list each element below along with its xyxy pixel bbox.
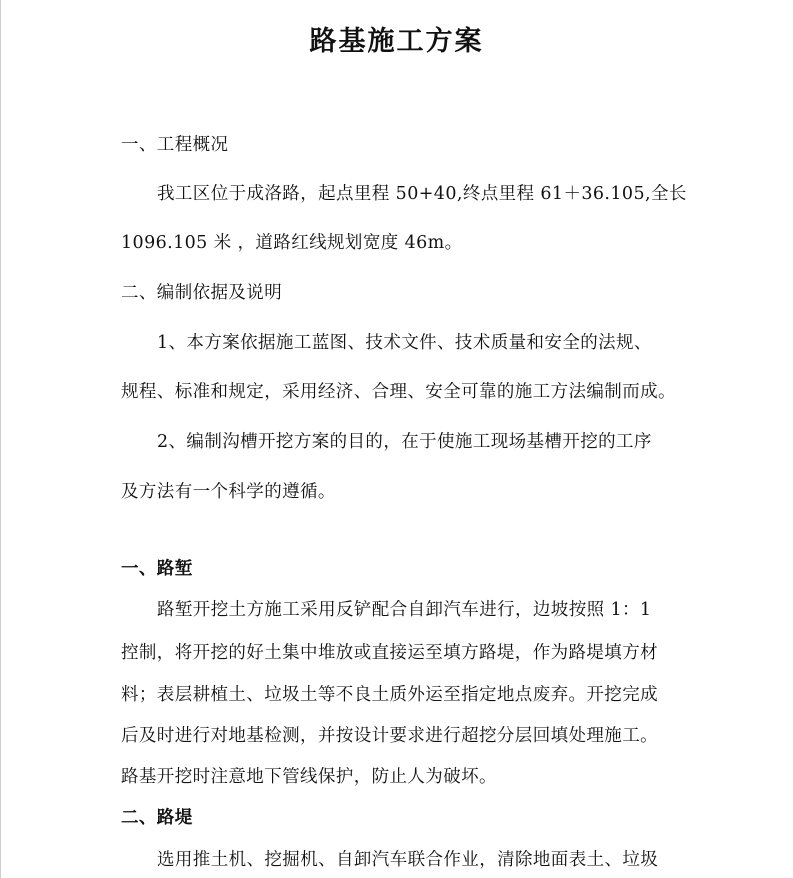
paragraph-line: 我工区位于成洛路，起点里程 50+40,终点里程 61＋36.105,全长 bbox=[157, 184, 687, 204]
paragraph-line: 2、编制沟槽开挖方案的目的，在于使施工现场基槽开挖的工序 bbox=[157, 432, 652, 452]
paragraph-line: 后及时进行对地基检测，并按设计要求进行超挖分层回填处理施工。 bbox=[121, 726, 658, 746]
document-title: 路基施工方案 bbox=[309, 26, 484, 57]
paragraph-line: 1096.105 米 ，道路红线规划宽度 46m。 bbox=[121, 233, 463, 253]
paragraph-line: 料；表层耕植土、垃圾土等不良土质外运至指定地点废弃。开挖完成 bbox=[121, 685, 658, 705]
page-left-border bbox=[0, 0, 1, 878]
paragraph-line: 路堑开挖土方施工采用反铲配合自卸汽车进行，边坡按照 1：1 bbox=[157, 600, 652, 620]
paragraph-line: 选用推土机、挖掘机、自卸汽车联合作业，清除地面表土、垃圾 bbox=[157, 850, 659, 870]
heading-embankment: 二、路堤 bbox=[121, 808, 193, 828]
paragraph-line: 路基开挖时注意地下管线保护，防止人为破坏。 bbox=[121, 767, 497, 787]
paragraph-line: 规程、标准和规定，采用经济、合理、安全可靠的施工方法编制而成。 bbox=[121, 382, 676, 402]
heading-cutting: 一、路堑 bbox=[121, 559, 193, 579]
heading-basis: 二、编制依据及说明 bbox=[121, 283, 283, 303]
heading-project-overview: 一、工程概况 bbox=[121, 135, 229, 155]
paragraph-line: 1、本方案依据施工蓝图、技术文件、技术质量和安全的法规、 bbox=[157, 333, 652, 353]
paragraph-line: 及方法有一个科学的遵循。 bbox=[121, 482, 336, 502]
paragraph-line: 控制，将开挖的好土集中堆放或直接运至填方路堤，作为路堤填方材 bbox=[121, 643, 658, 663]
